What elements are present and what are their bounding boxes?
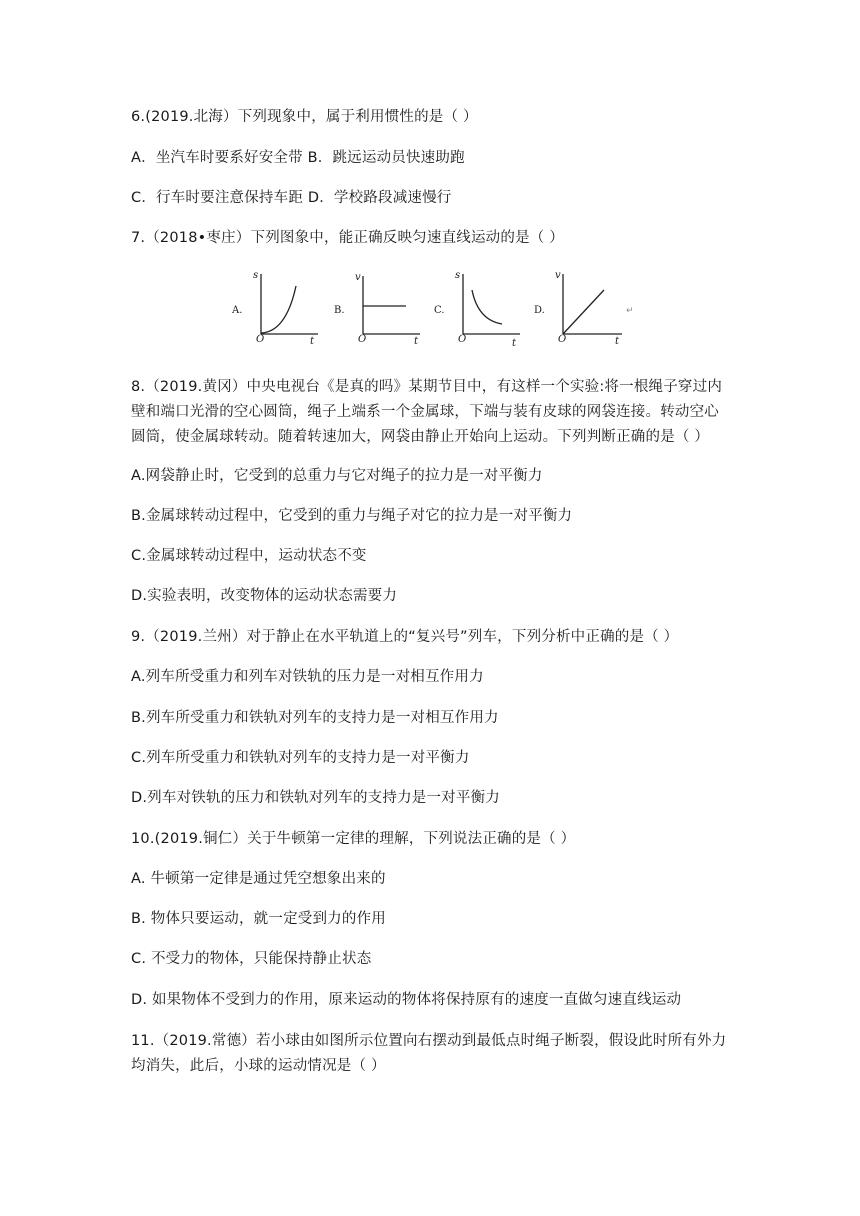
q10-option-b: B. 物体只要运动，就一定受到力的作用 [131,911,386,927]
graph-c [430,266,530,358]
paragraph-mark: ↵ [626,306,634,316]
graph-a [228,266,328,358]
q8-option-b: B.金属球转动过程中，它受到的重力与绳子对它的拉力是一对平衡力 [131,508,573,524]
q10-option-d: D. 如果物体不受到力的作用，原来运动的物体将保持原有的速度一直做匀速直线运动 [131,992,682,1008]
q8-stem-line-3: 圆筒，使金属球转动。随着转速加大，网袋由静止开始向上运动。下列判断正确的是（ ） [131,429,710,445]
q10-option-a: A. 牛顿第一定律是通过凭空想象出来的 [131,871,386,887]
graph-b-origin: O [358,334,367,345]
q10-stem: 10.(2019.铜仁）关于牛顿第一定律的理解，下列说法正确的是（ ） [131,831,576,847]
graph-d-y-axis: v [555,270,561,281]
graph-b-x-axis: t [414,336,419,347]
graph-b-label: B. [334,305,345,316]
q8-option-a: A.网袋静止时，它受到的总重力与它对绳子的拉力是一对平衡力 [131,468,543,484]
q6-stem: 6.(2019.北海）下列现象中，属于利用惯性的是（ ） [131,109,478,125]
graph-d-x-axis: t [615,336,620,347]
q9-option-d: D.列车对铁轨的压力和铁轨对列车的支持力是一对平衡力 [131,790,500,806]
q9-option-a: A.列车所受重力和列车对铁轨的压力是一对相互作用力 [131,669,484,685]
q7-stem: 7.（2018•枣庄）下列图象中，能正确反映匀速直线运动的是（ ） [131,230,564,246]
graph-a-origin: O [256,334,265,345]
graph-c-origin: O [458,334,467,345]
q8-option-d: D.实验表明，改变物体的运动状态需要力 [131,588,398,604]
graph-a-y-axis: s [253,270,259,281]
q11-stem-line-1: 11.（2019.常德）若小球由如图所示位置向右摆动到最低点时绳子断裂，假设此时所有外力 [131,1033,727,1049]
q9-stem: 9.（2019.兰州）对于静止在水平轨道上的“复兴号”列车，下列分析中正确的是（ ） [131,629,679,645]
graph-d-origin: O [558,334,567,345]
q6-options-cd: C．行车时要注意保持车距 D．学校路段减速慢行 [131,190,452,206]
graph-d-label: D. [534,305,545,316]
graph-c-x-axis: t [512,338,517,349]
graph-b [330,266,430,358]
graph-b-y-axis: v [355,272,361,283]
q11-stem-line-2: 均消失，此后，小球的运动情况是（ ） [131,1058,386,1074]
q10-option-c: C. 不受力的物体，只能保持静止状态 [131,951,372,967]
q6-options-ab: A．坐汽车时要系好安全带 B．跳远运动员快速助跑 [131,150,465,166]
q8-stem-line-1: 8.（2019.黄冈）中央电视台《是真的吗》某期节目中，有这样一个实验:将一根绳子穿过内 [131,379,723,395]
q9-option-b: B.列车所受重力和铁轨对列车的支持力是一对相互作用力 [131,710,499,726]
graph-a-x-axis: t [310,336,315,347]
graph-c-y-axis: s [455,270,461,281]
graph-d [530,266,634,358]
q7-graph-figure [228,266,648,358]
q8-option-c: C.金属球转动过程中，运动状态不变 [131,548,367,564]
graph-c-label: C. [434,305,445,316]
graph-a-label: A. [232,305,243,316]
q8-stem-line-2: 壁和端口光滑的空心圆筒，绳子上端系一个金属球，下端与装有皮球的网袋连接。转动空心 [131,404,719,420]
q9-option-c: C.列车所受重力和铁轨对列车的支持力是一对平衡力 [131,750,470,766]
